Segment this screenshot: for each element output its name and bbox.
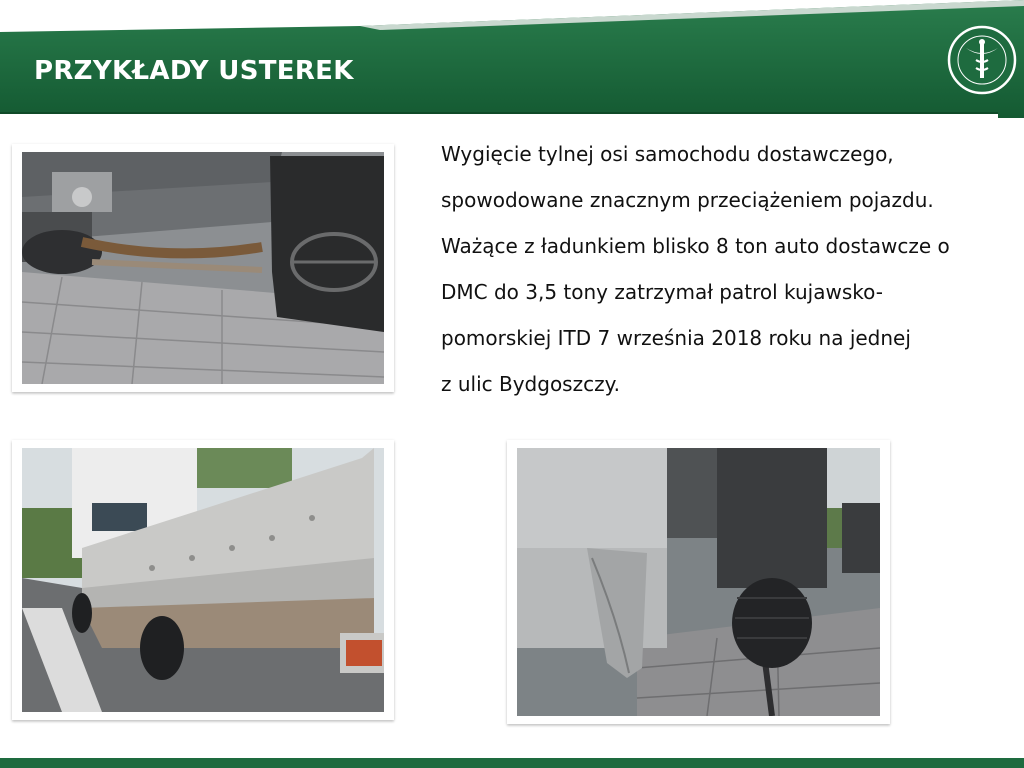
slide-title: PRZYKŁADY USTEREK: [34, 56, 354, 86]
footer-bar: [0, 758, 1024, 768]
caption-text: [441, 136, 1001, 412]
caption-line: Wygięcie tylnej osi samochodu dostawczego,: [441, 142, 894, 166]
header-banner: [0, 0, 1024, 118]
caption-line: z ulic Bydgoszczy.: [441, 372, 620, 396]
caption-line: pomorskiej ITD 7 września 2018 roku na jednej: [441, 326, 911, 350]
rear-wheel-mudflap-photo: [517, 448, 880, 716]
photo-bent-axle: [12, 144, 394, 392]
inspekcja-transportu-drogowego-emblem-icon: [946, 24, 1018, 96]
itd-logo: [946, 24, 1018, 96]
photo-rear-wheel: [507, 440, 890, 724]
photo-delivery-truck: [12, 440, 394, 720]
overloaded-delivery-truck-photo: [22, 448, 384, 712]
caption-line: DMC do 3,5 tony zatrzymał patrol kujawsko-: [441, 280, 883, 304]
caption-line: Ważące z ładunkiem blisko 8 ton auto dostawcze o: [441, 234, 950, 258]
caption-line: spowodowane znacznym przeciążeniem pojazdu.: [441, 188, 934, 212]
bent-rear-axle-photo: [22, 152, 384, 384]
